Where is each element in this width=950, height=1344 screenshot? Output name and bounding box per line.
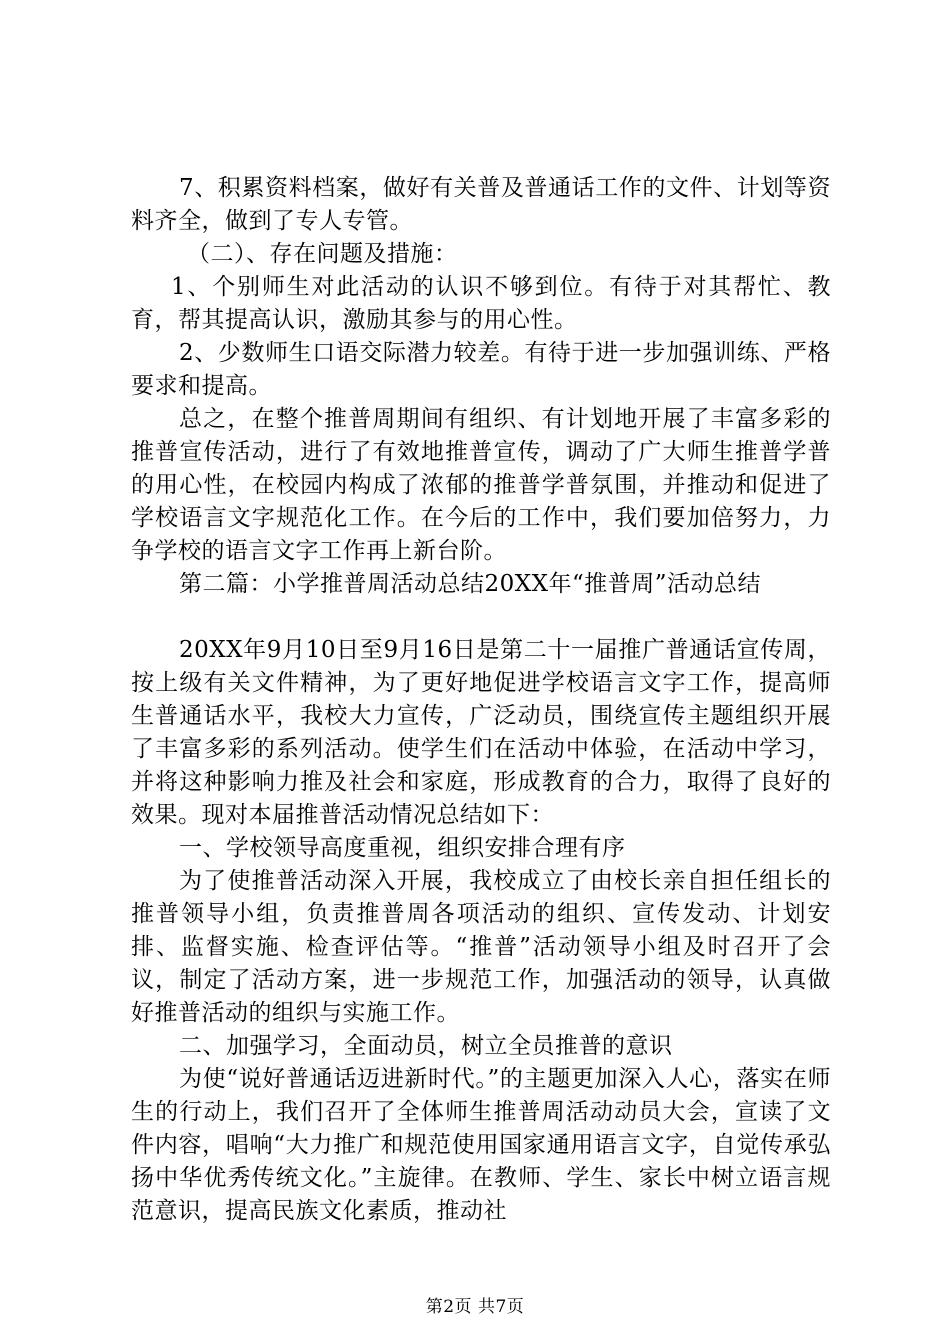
paragraph-problem-1: 1、个别师生对此活动的认识不够到位。有待于对其帮忙、教育，帮其提高认识，激励其参与的用心性。 [131, 274, 831, 333]
page-number-footer: 第2页 共7页 [425, 1297, 525, 1317]
paragraph-study: 为使“说好普通话迈进新时代。”的主题更加深入人心，落实在师生的行动上，我们召开了全体师生推普周活动动员大会，宣读了文件内容，唱响“大力推广和规范使用国家通用语言文字，自觉传承弘扬中华优秀传统文化。”主旋律。在教师、学生、家长中树立语言规范意识，提高民族文化素质，推动社 [131, 1066, 831, 1224]
chapter-title: 第二篇：小学推普周活动总结20XX年“推普周”活动总结 [179, 571, 762, 597]
document-body [131, 172, 831, 1228]
section-heading-study: 二、加强学习，全面动员，树立全员推普的意识 [179, 1033, 673, 1059]
blank-line [131, 601, 831, 634]
paragraph-conclusion: 总之，在整个推普周期间有组织、有计划地开展了丰富多彩的推普宣传活动，进行了有效地推普宣传，调动了广大师生推普学普的用心性，在校园内构成了浓郁的推普学普氛围，并推动和促进了学校语言文字规范化工作。在今后的工作中，我们要加倍努力，力争学校的语言文字工作再上新台阶。 [131, 406, 831, 564]
paragraph-leadership: 为了使推普活动深入开展，我校成立了由校长亲自担任组长的推普领导小组，负责推普周各项活动的组织、宣传发动、计划安排、监督实施、检查评估等。“推普”活动领导小组及时召开了会议，制定了活动方案，进一步规范工作，加强活动的领导，认真做好推普活动的组织与实施工作。 [131, 868, 831, 1026]
paragraph-problem-2: 2、少数师生口语交际潜力较差。有待于进一步加强训练、严格要求和提高。 [131, 340, 831, 399]
paragraph-archive: 7、积累资料档案，做好有关普及普通话工作的文件、计划等资料齐全，做到了专人专管。 [131, 175, 831, 234]
paragraph-intro: 20XX年9月10日至9月16日是第二十一届推广普通话宣传周，按上级有关文件精神，为了更好地促进学校语言文字工作，提高师生普通话水平，我校大力宣传，广泛动员，围绕宣传主题组织开展了丰富多彩的系列活动。使学生们在活动中体验，在活动中学习，并将这种影响力推及社会和家庭，形成教育的合力，取得了良好的效果。现对本届推普活动情况总结如下： [131, 637, 831, 828]
section-heading-leadership: 一、学校领导高度重视，组织安排合理有序 [179, 835, 626, 861]
section-heading-problems: （二）、存在问题及措施： [187, 241, 458, 267]
